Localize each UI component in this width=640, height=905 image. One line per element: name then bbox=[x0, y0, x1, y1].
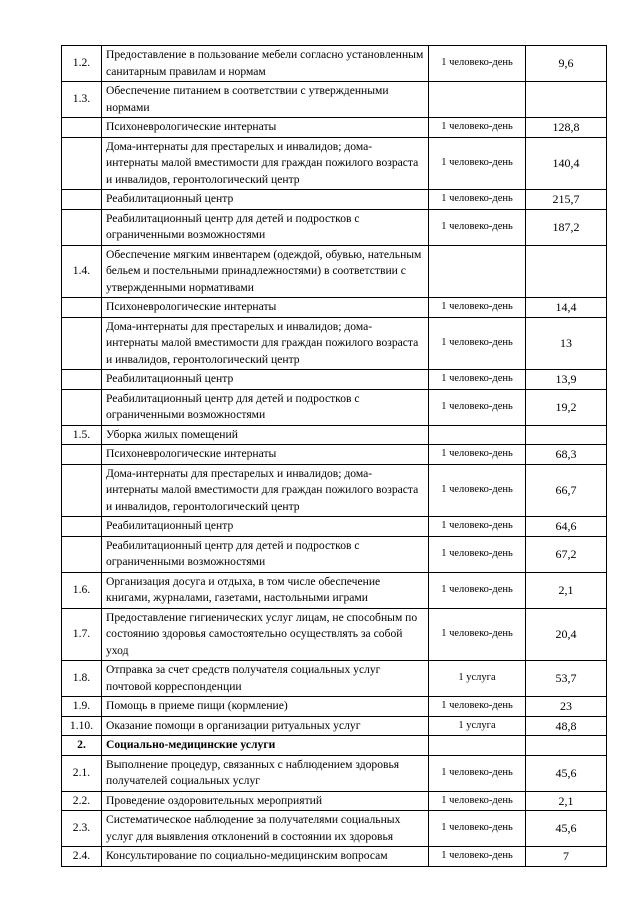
row-number: 1.9. bbox=[62, 697, 102, 717]
row-number bbox=[62, 190, 102, 210]
service-description: Уборка жилых помещений bbox=[102, 425, 429, 445]
table-row bbox=[62, 536, 607, 572]
table-row bbox=[62, 661, 607, 697]
unit-of-measure: 1 человеко-день bbox=[429, 389, 526, 425]
table-row bbox=[62, 245, 607, 298]
service-description: Психоневрологические интернаты bbox=[102, 118, 429, 138]
service-description: Реабилитационный центр для детей и подростков с ограниченными возможностями bbox=[102, 209, 429, 245]
table-row bbox=[62, 209, 607, 245]
service-description: Реабилитационный центр для детей и подростков с ограниченными возможностями bbox=[102, 536, 429, 572]
service-description: Дома-интернаты для престарелых и инвалидов; дома-интернаты малой вместимости для граждан пожилого возраста и инвалидов, геронтологический центр bbox=[102, 137, 429, 190]
row-number: 1.6. bbox=[62, 572, 102, 608]
service-description: Выполнение процедур, связанных с наблюдением здоровья получателей социальных услуг bbox=[102, 755, 429, 791]
unit-of-measure: 1 человеко-день bbox=[429, 572, 526, 608]
table-row bbox=[62, 791, 607, 811]
tariff-value: 68,3 bbox=[526, 445, 607, 465]
tariff-value: 67,2 bbox=[526, 536, 607, 572]
service-description: Социально-медицинские услуги bbox=[102, 736, 429, 756]
service-description: Психоневрологические интернаты bbox=[102, 298, 429, 318]
service-description: Реабилитационный центр для детей и подростков с ограниченными возможностями bbox=[102, 389, 429, 425]
service-description: Реабилитационный центр bbox=[102, 190, 429, 210]
unit-of-measure: 1 человеко-день bbox=[429, 190, 526, 210]
unit-of-measure: 1 человеко-день bbox=[429, 536, 526, 572]
unit-of-measure: 1 человеко-день bbox=[429, 608, 526, 661]
tariff-value bbox=[526, 425, 607, 445]
unit-of-measure: 1 человеко-день bbox=[429, 464, 526, 517]
row-number: 1.4. bbox=[62, 245, 102, 298]
unit-of-measure: 1 человеко-день bbox=[429, 298, 526, 318]
tariff-value: 2,1 bbox=[526, 572, 607, 608]
row-number bbox=[62, 445, 102, 465]
unit-of-measure: 1 услуга bbox=[429, 661, 526, 697]
row-number bbox=[62, 137, 102, 190]
unit-of-measure: 1 человеко-день bbox=[429, 847, 526, 867]
table-row bbox=[62, 811, 607, 847]
unit-of-measure bbox=[429, 82, 526, 118]
row-number: 1.2. bbox=[62, 46, 102, 82]
table-row bbox=[62, 847, 607, 867]
table-row bbox=[62, 716, 607, 736]
row-number: 1.5. bbox=[62, 425, 102, 445]
row-number: 1.7. bbox=[62, 608, 102, 661]
table-row bbox=[62, 46, 607, 82]
unit-of-measure: 1 человеко-день bbox=[429, 370, 526, 390]
row-number bbox=[62, 517, 102, 537]
row-number: 2.3. bbox=[62, 811, 102, 847]
tariff-value: 128,8 bbox=[526, 118, 607, 138]
tariff-table-body bbox=[62, 46, 607, 867]
unit-of-measure: 1 человеко-день bbox=[429, 209, 526, 245]
unit-of-measure: 1 человеко-день bbox=[429, 317, 526, 370]
row-number: 1.10. bbox=[62, 716, 102, 736]
tariff-value bbox=[526, 82, 607, 118]
tariff-table bbox=[61, 45, 607, 867]
service-description: Отправка за счет средств получателя социальных услуг почтовой корреспонденции bbox=[102, 661, 429, 697]
tariff-value: 48,8 bbox=[526, 716, 607, 736]
tariff-value: 14,4 bbox=[526, 298, 607, 318]
table-row bbox=[62, 137, 607, 190]
unit-of-measure: 1 человеко-день bbox=[429, 118, 526, 138]
unit-of-measure bbox=[429, 736, 526, 756]
service-description: Реабилитационный центр bbox=[102, 370, 429, 390]
service-description: Организация досуга и отдыха, в том числе обеспечение книгами, журналами, газетами, настольными играми bbox=[102, 572, 429, 608]
row-number: 2.1. bbox=[62, 755, 102, 791]
unit-of-measure: 1 человеко-день bbox=[429, 517, 526, 537]
service-description: Проведение оздоровительных мероприятий bbox=[102, 791, 429, 811]
unit-of-measure: 1 человеко-день bbox=[429, 46, 526, 82]
service-description: Обеспечение мягким инвентарем (одеждой, обувью, нательным бельем и постельными принадлежностями) в соответствии с утвержденными нормативами bbox=[102, 245, 429, 298]
table-row bbox=[62, 118, 607, 138]
tariff-value: 13 bbox=[526, 317, 607, 370]
tariff-value: 66,7 bbox=[526, 464, 607, 517]
table-row bbox=[62, 572, 607, 608]
table-row bbox=[62, 736, 607, 756]
service-description: Систематическое наблюдение за получателями социальных услуг для выявления отклонений в состоянии их здоровья bbox=[102, 811, 429, 847]
tariff-value: 13,9 bbox=[526, 370, 607, 390]
unit-of-measure: 1 человеко-день bbox=[429, 697, 526, 717]
tariff-value: 64,6 bbox=[526, 517, 607, 537]
service-description: Дома-интернаты для престарелых и инвалидов; дома-интернаты малой вместимости для граждан пожилого возраста и инвалидов, геронтологический центр bbox=[102, 317, 429, 370]
service-description: Помощь в приеме пищи (кормление) bbox=[102, 697, 429, 717]
service-description: Оказание помощи в организации ритуальных услуг bbox=[102, 716, 429, 736]
table-row bbox=[62, 389, 607, 425]
row-number: 2.4. bbox=[62, 847, 102, 867]
service-description: Дома-интернаты для престарелых и инвалидов; дома-интернаты малой вместимости для граждан пожилого возраста и инвалидов, геронтологический центр bbox=[102, 464, 429, 517]
row-number: 1.8. bbox=[62, 661, 102, 697]
unit-of-measure bbox=[429, 425, 526, 445]
unit-of-measure: 1 человеко-день bbox=[429, 811, 526, 847]
tariff-value: 187,2 bbox=[526, 209, 607, 245]
tariff-value: 19,2 bbox=[526, 389, 607, 425]
tariff-value bbox=[526, 245, 607, 298]
tariff-value: 45,6 bbox=[526, 755, 607, 791]
row-number bbox=[62, 464, 102, 517]
unit-of-measure: 1 человеко-день bbox=[429, 755, 526, 791]
unit-of-measure bbox=[429, 245, 526, 298]
tariff-value: 215,7 bbox=[526, 190, 607, 210]
tariff-value: 20,4 bbox=[526, 608, 607, 661]
row-number bbox=[62, 118, 102, 138]
table-row bbox=[62, 317, 607, 370]
table-row bbox=[62, 755, 607, 791]
service-description: Предоставление гигиенических услуг лицам, не способным по состоянию здоровья самостоятельно осуществлять за собой уход bbox=[102, 608, 429, 661]
row-number bbox=[62, 298, 102, 318]
tariff-value bbox=[526, 736, 607, 756]
table-row bbox=[62, 82, 607, 118]
unit-of-measure: 1 человеко-день bbox=[429, 137, 526, 190]
table-row bbox=[62, 517, 607, 537]
row-number bbox=[62, 209, 102, 245]
row-number bbox=[62, 370, 102, 390]
tariff-value: 9,6 bbox=[526, 46, 607, 82]
table-row bbox=[62, 190, 607, 210]
tariff-value: 2,1 bbox=[526, 791, 607, 811]
table-row bbox=[62, 298, 607, 318]
table-row bbox=[62, 445, 607, 465]
tariff-value: 140,4 bbox=[526, 137, 607, 190]
row-number: 2. bbox=[62, 736, 102, 756]
tariff-value: 23 bbox=[526, 697, 607, 717]
tariff-value: 53,7 bbox=[526, 661, 607, 697]
row-number bbox=[62, 536, 102, 572]
unit-of-measure: 1 услуга bbox=[429, 716, 526, 736]
unit-of-measure: 1 человеко-день bbox=[429, 791, 526, 811]
row-number: 1.3. bbox=[62, 82, 102, 118]
row-number bbox=[62, 389, 102, 425]
service-description: Реабилитационный центр bbox=[102, 517, 429, 537]
table-row bbox=[62, 464, 607, 517]
service-description: Консультирование по социально-медицинским вопросам bbox=[102, 847, 429, 867]
table-row bbox=[62, 608, 607, 661]
table-row bbox=[62, 697, 607, 717]
unit-of-measure: 1 человеко-день bbox=[429, 445, 526, 465]
row-number bbox=[62, 317, 102, 370]
tariff-value: 45,6 bbox=[526, 811, 607, 847]
service-description: Предоставление в пользование мебели согласно установленным санитарным правилам и нормам bbox=[102, 46, 429, 82]
service-description: Психоневрологические интернаты bbox=[102, 445, 429, 465]
service-description: Обеспечение питанием в соответствии с утвержденными нормами bbox=[102, 82, 429, 118]
row-number: 2.2. bbox=[62, 791, 102, 811]
table-row bbox=[62, 425, 607, 445]
tariff-value: 7 bbox=[526, 847, 607, 867]
table-row bbox=[62, 370, 607, 390]
